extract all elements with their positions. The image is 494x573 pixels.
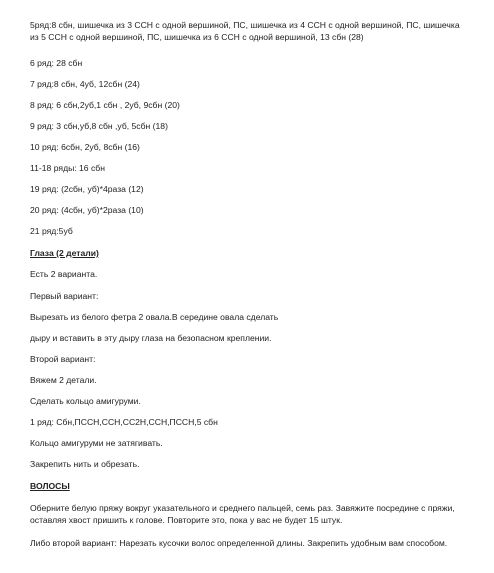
row-line: 11-18 ряды: 16 сбн bbox=[30, 163, 105, 173]
hair-alternative-paragraph: Либо второй вариант: Нарезать кусочки волос определенной длины. Закрепить удобным вам способом. bbox=[30, 538, 448, 548]
hair-heading: ВОЛОСЫ bbox=[30, 481, 70, 491]
row-line: 9 ряд: 3 сбн,уб,8 сбн ,уб, 5сбн (18) bbox=[30, 121, 168, 131]
row-line: 21 ряд:5уб bbox=[30, 226, 73, 236]
eyes-line: Закрепить нить и обрезать. bbox=[30, 459, 140, 469]
eyes-line: Вырезать из белого фетра 2 овала.В середине овала сделать bbox=[30, 312, 279, 322]
eyes-line: дыру и вставить в эту дыру глаза на безопасном креплении. bbox=[30, 333, 272, 343]
row-line: 7 ряд:8 сбн, 4уб, 12сбн (24) bbox=[30, 79, 140, 89]
row-5-paragraph: 5ряд:8 сбн, шишечка из 3 ССН с одной вершиной, ПС, шишечка из 4 ССН с одной вершиной, ПС, шишечка из 5 ССН с одной вершиной, ПС, шишечка из 6 ССН с одной вершиной, 13 сбн (28) bbox=[30, 20, 460, 42]
eyes-line: Сделать кольцо амигуруми. bbox=[30, 396, 141, 406]
eyes-line: Кольцо амигуруми не затягивать. bbox=[30, 438, 163, 448]
eyes-line: 1 ряд: Сбн,ПССН,ССН,СС2Н,ССН,ПССН,5 сбн bbox=[30, 417, 218, 427]
row-line: 20 ряд: (4сбн, уб)*2раза (10) bbox=[30, 205, 144, 215]
row-line: 6 ряд: 28 сбн bbox=[30, 58, 83, 68]
eyes-heading: Глаза (2 детали) bbox=[30, 248, 99, 258]
eyes-line: Есть 2 варианта. bbox=[30, 269, 98, 279]
row-line: 8 ряд: 6 сбн,2уб,1 сбн , 2уб, 9сбн (20) bbox=[30, 100, 180, 110]
row-line: 19 ряд: (2сбн, уб)*4раза (12) bbox=[30, 184, 144, 194]
eyes-line: Первый вариант: bbox=[30, 291, 99, 301]
row-line: 10 ряд: 6сбн, 2уб, 8сбн (16) bbox=[30, 142, 140, 152]
hair-paragraph: Оберните белую пряжу вокруг указательного и среднего пальцей, семь раз. Завяжите посредине с пряжи, оставляя хвост пришить к голове. Повторите это, пока у вас не будет 15 штук. bbox=[30, 503, 455, 525]
eyes-line: Вяжем 2 детали. bbox=[30, 375, 97, 385]
eyes-line: Второй вариант: bbox=[30, 354, 96, 364]
